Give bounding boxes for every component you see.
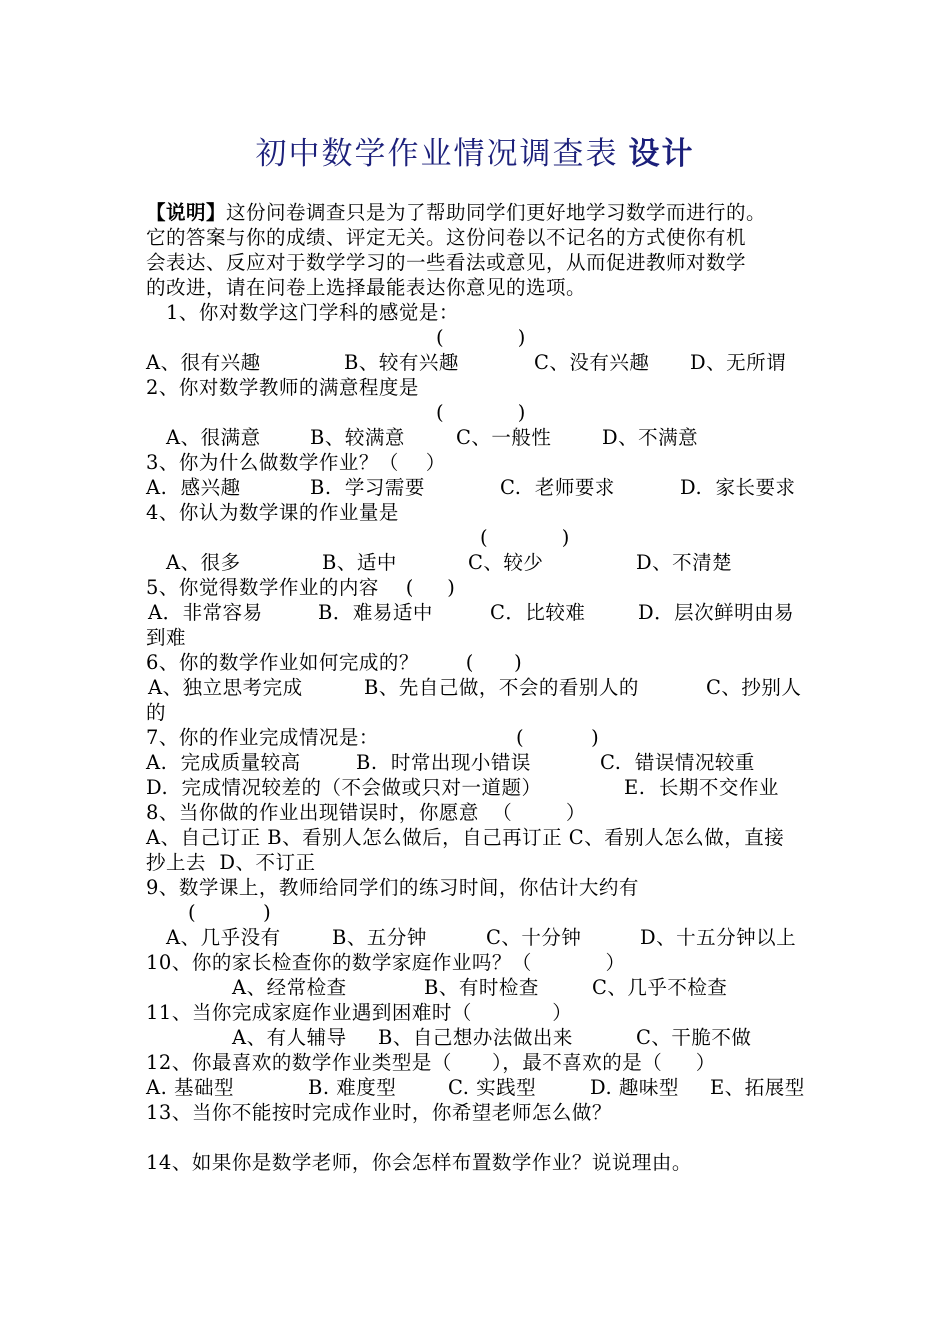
q11-option-a[interactable]: A、有人辅导 <box>232 1026 347 1049</box>
q1-text: 1、你对数学这门学科的感觉是： <box>166 301 459 324</box>
q3-text: 3、你为什么做数学作业？（ ） <box>146 451 446 474</box>
q9-option-a[interactable]: A、几乎没有 <box>166 926 281 949</box>
q5-text: 5、你觉得数学作业的内容 ( ) <box>146 576 456 599</box>
q12-text: 12、你最喜欢的数学作业类型是（ ），最不喜欢的是（ ） <box>146 1051 716 1074</box>
q11-option-c[interactable]: C、干脆不做 <box>636 1026 752 1049</box>
q4-option-d[interactable]: D、不清楚 <box>636 551 733 574</box>
q12-option-e[interactable]: E、拓展型 <box>710 1076 805 1099</box>
q1-option-a[interactable]: A、很有兴趣 <box>146 351 261 374</box>
q2-option-b[interactable]: B、较满意 <box>310 426 405 449</box>
q4-blank[interactable]: ( ) <box>480 526 570 549</box>
q1-option-b[interactable]: B、较有兴趣 <box>344 351 459 374</box>
q11-option-b[interactable]: B、自己想办法做出来 <box>378 1026 573 1049</box>
q7-blank[interactable]: ( ) <box>516 726 600 749</box>
q10-option-b[interactable]: B、有时检查 <box>424 976 539 999</box>
page-title <box>0 128 950 173</box>
q7-option-e[interactable]: E. 长期不交作业 <box>624 776 779 799</box>
q11-text: 11、当你完成家庭作业遇到困难时（ ） <box>146 1001 573 1024</box>
q2-blank[interactable]: ( ) <box>436 401 526 424</box>
q12-option-b[interactable]: B. 难度型 <box>308 1076 397 1099</box>
q8-options-line-1[interactable]: A、自己订正 B、看别人怎么做后，自己再订正 C、看别人怎么做，直接 <box>146 826 785 849</box>
q3-option-d[interactable]: D. 家长要求 <box>680 476 796 499</box>
q1-blank[interactable]: ( ) <box>436 326 526 349</box>
intro-line-3: 会表达、反应对于数学学习的一些看法或意见，从而促进教师对数学 <box>146 251 747 274</box>
q6-text: 6、你的数学作业如何完成的？ ( ) <box>146 651 523 674</box>
q9-option-d[interactable]: D、十五分钟以上 <box>640 926 797 949</box>
q13-text: 13、当你不能按时完成作业时，你希望老师怎么做？ <box>146 1101 612 1124</box>
q5-option-d[interactable]: D．层次鲜明由易 <box>638 601 795 624</box>
q3-option-c[interactable]: C. 老师要求 <box>500 476 615 499</box>
q7-option-d[interactable]: D. 完成情况较差的（不会做或只对一道题） <box>146 776 542 799</box>
q1-option-c[interactable]: C、没有兴趣 <box>534 351 650 374</box>
q3-option-b[interactable]: B. 学习需要 <box>310 476 425 499</box>
q4-option-c[interactable]: C、较少 <box>468 551 544 574</box>
q1-option-d[interactable]: D、无所谓 <box>690 351 787 374</box>
q6-option-c[interactable]: C、抄别人 <box>706 676 802 699</box>
q6-option-a[interactable]: A、独立思考完成 <box>148 676 303 699</box>
intro-line-4: 的改进，请在问卷上选择最能表达你意见的选项。 <box>146 276 587 299</box>
q5-option-b[interactable]: B．难易适中 <box>318 601 433 624</box>
q2-text: 2、你对数学教师的满意程度是 <box>146 376 419 399</box>
q10-option-a[interactable]: A、经常检查 <box>232 976 347 999</box>
q5-option-d-continued: 到难 <box>146 626 187 649</box>
q9-blank[interactable]: ( ) <box>188 901 272 924</box>
q2-option-c[interactable]: C、一般性 <box>456 426 552 449</box>
q10-text: 10、你的家长检查你的数学家庭作业吗？（ ） <box>146 951 626 974</box>
q10-option-c[interactable]: C、几乎不检查 <box>592 976 728 999</box>
q4-option-a[interactable]: A、很多 <box>166 551 241 574</box>
q9-option-c[interactable]: C、十分钟 <box>486 926 582 949</box>
q12-option-c[interactable]: C. 实践型 <box>448 1076 537 1099</box>
q7-option-b[interactable]: B. 时常出现小错误 <box>356 751 531 774</box>
q2-option-a[interactable]: A、很满意 <box>166 426 261 449</box>
q6-option-c-continued: 的 <box>146 701 167 724</box>
intro-line-1 <box>146 200 766 225</box>
q6-option-b[interactable]: B、先自己做，不会的看别人的 <box>364 676 639 699</box>
title-main: 初中数学作业情况调查表 <box>255 136 619 172</box>
q7-text: 7、你的作业完成情况是： <box>146 726 379 749</box>
q5-option-a[interactable]: A．非常容易 <box>148 601 263 624</box>
q7-option-c[interactable]: C. 错误情况较重 <box>600 751 755 774</box>
q12-option-d[interactable]: D. 趣味型 <box>590 1076 679 1099</box>
q3-option-a[interactable]: A. 感兴趣 <box>146 476 241 499</box>
q5-option-c[interactable]: C．比较难 <box>490 601 586 624</box>
q7-option-a[interactable]: A. 完成质量较高 <box>146 751 301 774</box>
intro-text-1: 这份问卷调查只是为了帮助同学们更好地学习数学而进行的。 <box>226 201 767 224</box>
q8-options-line-2[interactable]: 抄上去 D、不订正 <box>146 851 316 874</box>
q4-text: 4、你认为数学课的作业量是 <box>146 501 399 524</box>
q9-text: 9、数学课上，教师给同学们的练习时间，你估计大约有 <box>146 876 639 899</box>
intro-line-2: 它的答案与你的成绩、评定无关。这份问卷以不记名的方式使你有机 <box>146 226 747 249</box>
q12-option-a[interactable]: A. 基础型 <box>146 1076 234 1099</box>
q14-text: 14、如果你是数学老师，你会怎样布置数学作业？说说理由。 <box>146 1151 692 1174</box>
q8-text: 8、当你做的作业出现错误时，你愿意 （ ） <box>146 801 586 824</box>
title-bold: 设计 <box>628 136 695 172</box>
intro-label: 【说明】 <box>146 201 227 224</box>
q2-option-d[interactable]: D、不满意 <box>602 426 699 449</box>
q4-option-b[interactable]: B、适中 <box>322 551 397 574</box>
q9-option-b[interactable]: B、五分钟 <box>332 926 427 949</box>
